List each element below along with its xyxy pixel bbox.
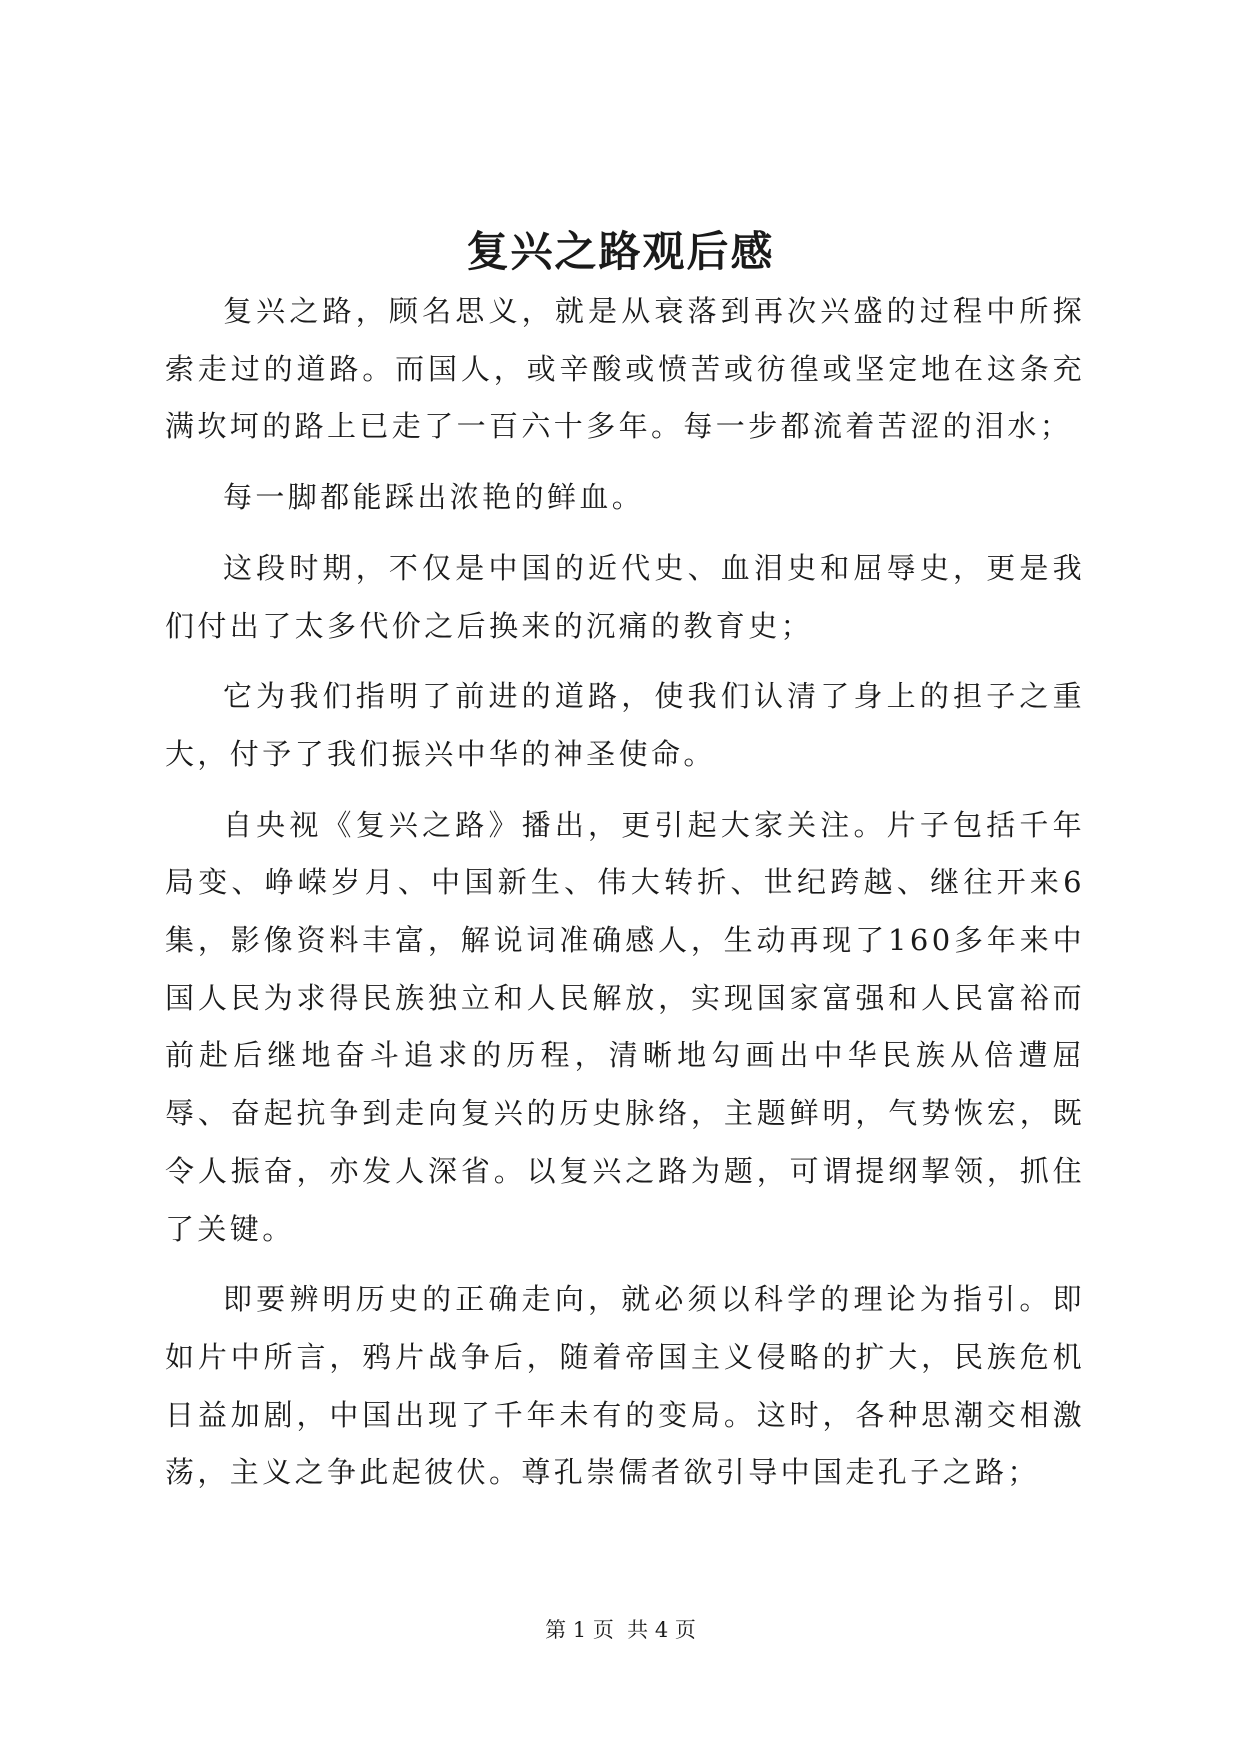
paragraph: 即要辨明历史的正确走向，就必须以科学的理论为指引。即如片中所言，鸦片战争后，随着帝国主义侵略的扩大，民族危机日益加剧，中国出现了千年未有的变局。这时，各种思潮交相激荡，主义之争此起彼伏。尊孔崇儒者欲引导中国走孔子之路； [165,1282,1085,1490]
document-title: 复兴之路观后感 [466,227,775,276]
paragraph: 每一脚都能踩出浓艳的鲜血。 [223,480,645,515]
paragraph: 自央视《复兴之路》播出，更引起大家关注。片子包括千年局变、峥嵘岁月、中国新生、伟大转折、世纪跨越、继往开来6集，影像资料丰富，解说词准确感人，生动再现了160多年来中国人民为求得民族独立和人民解放，实现国家富强和人民富裕而前赴后继地奋斗追求的历程，清晰地勾画出中华民族从倍遭屈辱、奋起抗争到走向复兴的历史脉络，主题鲜明，气势恢宏，既令人振奋，亦发人深省。以复兴之路为题，可谓提纲挈领，抓住了关键。 [165,807,1085,1246]
paragraph: 这段时期，不仅是中国的近代史、血泪史和屈辱史，更是我们付出了太多代价之后换来的沉痛的教育史； [165,550,1085,643]
paragraph: 复兴之路，顾名思义，就是从衰落到再次兴盛的过程中所探索走过的道路。而国人，或辛酸或愤苦或彷徨或坚定地在这条充满坎坷的路上已走了一百六十多年。每一步都流着苦涩的泪水； [165,294,1085,444]
document-body [165,283,1085,1515]
page-footer [0,1615,1241,1645]
paragraph: 它为我们指明了前进的道路，使我们认清了身上的担子之重大，付予了我们振兴中华的神圣使命。 [165,679,1085,771]
page-number: 第 1 页 共 4 页 [545,1618,696,1642]
